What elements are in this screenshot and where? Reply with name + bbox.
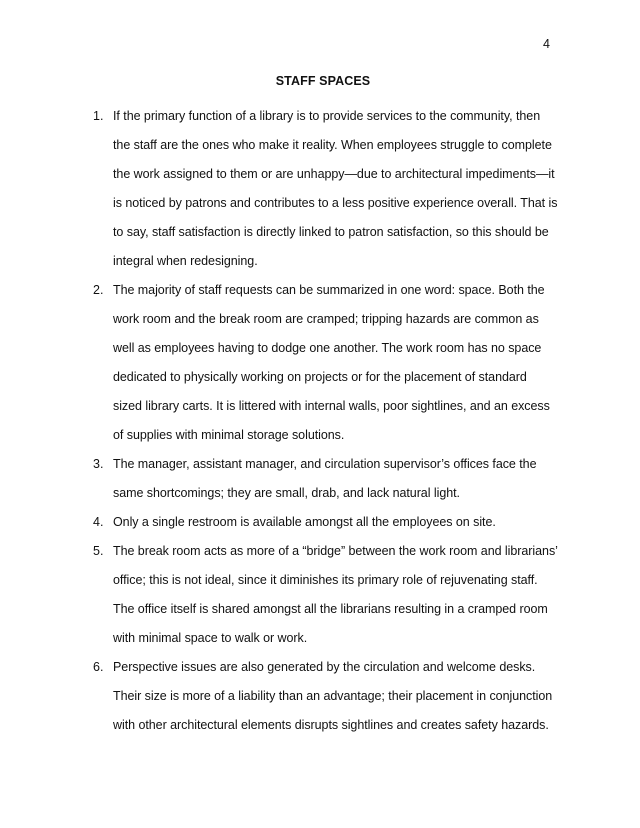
text-line: of supplies with minimal storage solutions. [113,428,345,442]
list-item [93,508,563,537]
list-item [93,102,563,276]
text-line: same shortcomings; they are small, drab, and lack natural light. [113,486,460,500]
text-line: the staff are the ones who make it reality. When employees struggle to complete [113,138,552,152]
text-line: If the primary function of a library is to provide services to the community, then [113,109,541,123]
page-number: 4 [543,37,550,51]
section-title: STAFF SPACES [275,74,371,88]
text-line: work room and the break room are cramped; tripping hazards are common as [113,312,539,326]
list-item [93,276,563,450]
text-line: Only a single restroom is available amongst all the employees on site. [113,515,496,529]
text-line: Their size is more of a liability than an advantage; their placement in conjunction [113,689,553,703]
text-line: with minimal space to walk or work. [113,631,308,645]
text-line: integral when redesigning. [113,254,258,268]
list-item-number: 3. [93,457,104,471]
text-line: office; this is not ideal, since it diminishes its primary role of rejuvenating staff. [113,573,538,587]
text-line: to say, staff satisfaction is directly linked to patron satisfaction, so this should be [113,225,549,239]
list-item-number: 2. [93,283,104,297]
list-item [93,537,563,653]
text-line: dedicated to physically working on projects or for the placement of standard [113,370,527,384]
list-item-number: 1. [93,109,104,123]
list-item-number: 5. [93,544,104,558]
text-line: well as employees having to dodge one another. The work room has no space [113,341,542,355]
text-line: The office itself is shared amongst all the librarians resulting in a cramped room [113,602,548,616]
text-line: sized library carts. It is littered with internal walls, poor sightlines, and an excess [113,399,550,413]
text-line: The break room acts as more of a “bridge” between the work room and librarians’ [113,544,558,558]
text-line: is noticed by patrons and contributes to a less positive experience overall. That is [113,196,558,210]
list-item-number: 4. [93,515,104,529]
text-line: The majority of staff requests can be summarized in one word: space. Both the [113,283,545,297]
text-line: with other architectural elements disrupts sightlines and creates safety hazards. [113,718,549,732]
text-line: Perspective issues are also generated by the circulation and welcome desks. [113,660,536,674]
list-item [93,450,563,508]
list-item-number: 6. [93,660,104,674]
numbered-list [93,102,563,740]
text-line: the work assigned to them or are unhappy—due to architectural impediments—it [113,167,555,181]
text-line: The manager, assistant manager, and circulation supervisor’s offices face the [113,457,537,471]
list-item [93,653,563,740]
